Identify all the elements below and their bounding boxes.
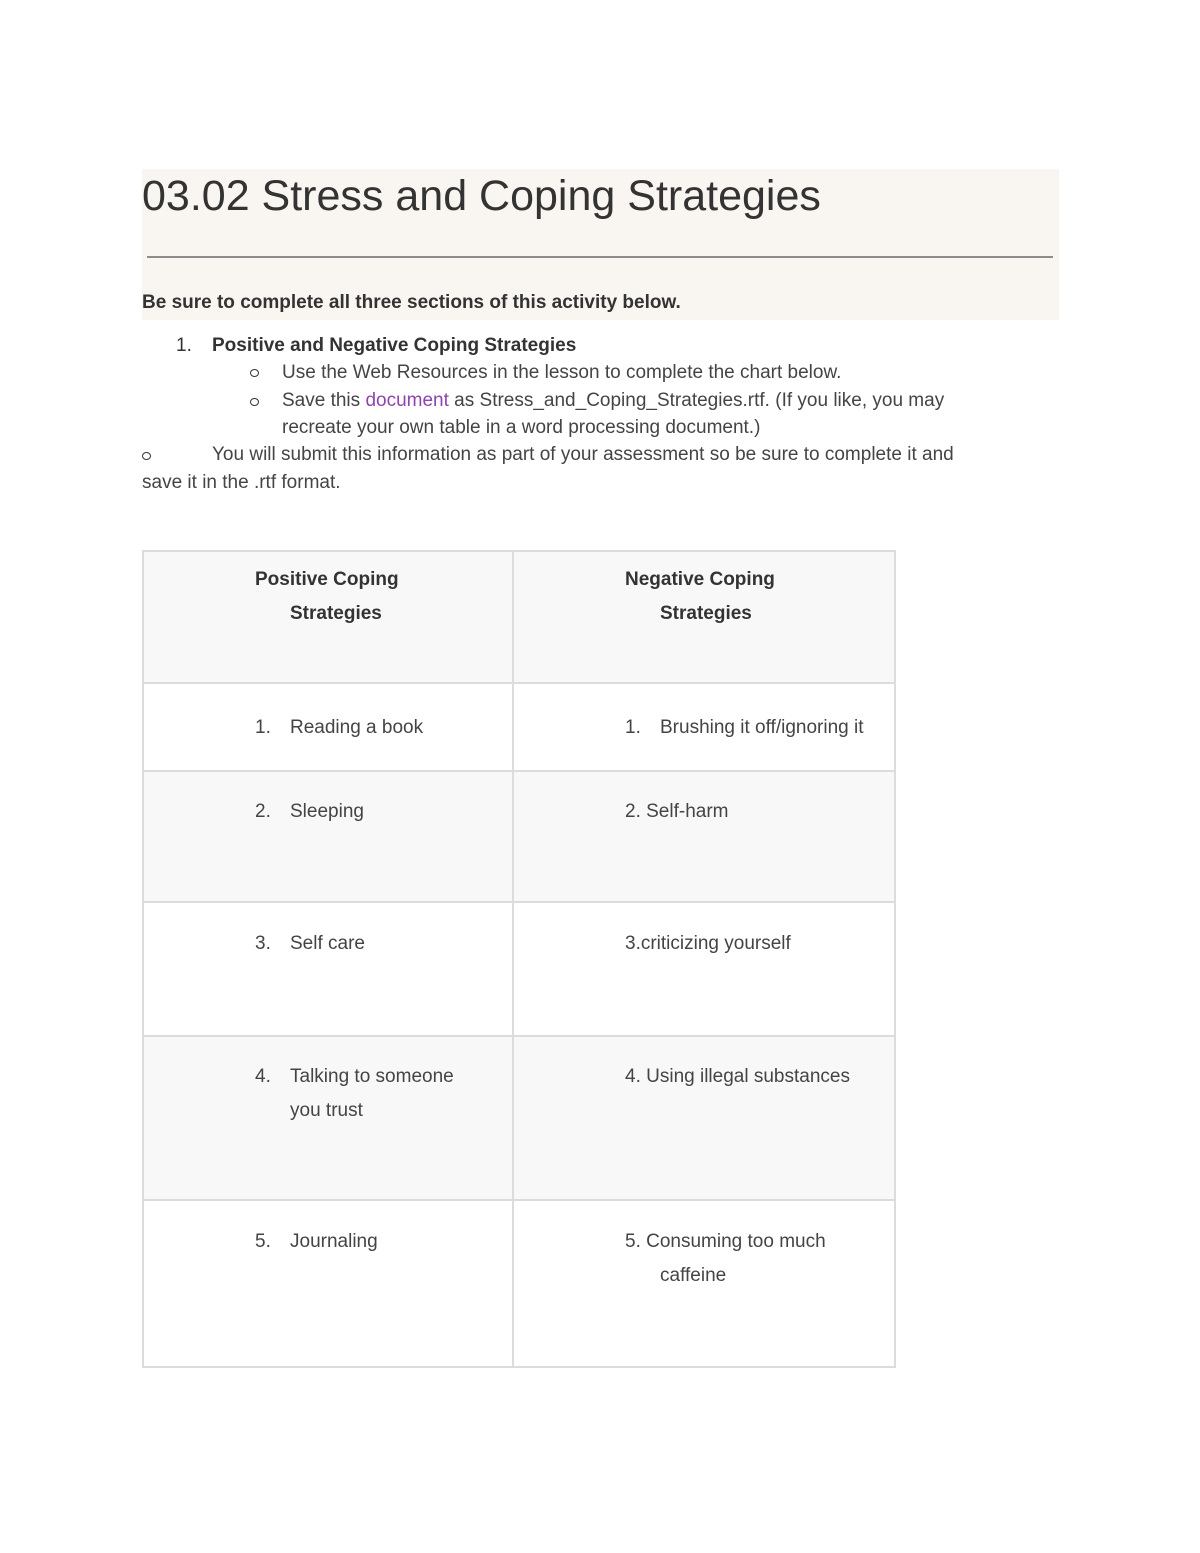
positive-strategy: Self care <box>290 933 365 954</box>
negative-strategy: 4. Using illegal substances <box>625 1066 850 1087</box>
header-negative <box>513 551 895 683</box>
negative-strategy <box>625 1225 826 1293</box>
page-title: 03.02 Stress and Coping Strategies <box>142 172 821 220</box>
negative-cell <box>513 683 895 771</box>
table-header-row <box>143 551 895 683</box>
list-number: 2. <box>255 801 271 822</box>
negative-cell <box>513 1036 895 1200</box>
table-row <box>143 771 895 902</box>
bullet-icon <box>250 398 259 406</box>
list-number: 1. <box>255 717 271 738</box>
section-title: Positive and Negative Coping Strategies <box>212 335 577 356</box>
positive-strategy: Journaling <box>290 1231 378 1252</box>
section-number: 1. <box>176 335 192 356</box>
header-negative-line2: Strategies <box>660 603 752 624</box>
negative-cell <box>513 902 895 1036</box>
negative-strategy: 3.criticizing yourself <box>625 933 791 954</box>
positive-strategy: Reading a book <box>290 717 424 738</box>
header-positive-line1: Positive Coping <box>255 569 399 590</box>
instruction-save-prefix: Save this <box>282 390 366 411</box>
instruction-save-document-line2: recreate your own table in a word processing document.) <box>282 417 761 438</box>
negative-strategy: Brushing it off/ignoring it <box>660 717 864 738</box>
list-number: 4. <box>255 1066 271 1087</box>
list-number: 3. <box>255 933 271 954</box>
header-positive <box>143 551 513 683</box>
positive-cell <box>143 902 513 1036</box>
negative-strategy: 2. Self-harm <box>625 801 729 822</box>
instruction-save-suffix: as Stress_and_Coping_Strategies.rtf. (If you like, you may <box>448 390 945 411</box>
list-number: 5. <box>255 1231 271 1252</box>
positive-strategy-line2: you trust <box>290 1100 363 1121</box>
bullet-icon <box>250 369 259 377</box>
list-number: 1. <box>625 717 641 738</box>
positive-strategy-line1: Talking to someone <box>290 1066 454 1087</box>
document-link[interactable]: document <box>365 390 449 411</box>
table-row <box>143 1036 895 1200</box>
intro-instruction: Be sure to complete all three sections of this activity below. <box>142 292 681 313</box>
coping-strategies-table <box>142 550 896 1368</box>
instruction-submit-line2: save it in the .rtf format. <box>142 472 341 493</box>
title-divider <box>147 256 1053 258</box>
negative-cell <box>513 1200 895 1367</box>
positive-cell <box>143 683 513 771</box>
negative-strategy-line1: 5. Consuming too much <box>625 1231 826 1252</box>
instruction-submit: You will submit this information as part of your assessment so be sure to complete it and <box>212 444 954 465</box>
positive-strategy <box>290 1060 454 1128</box>
positive-cell <box>143 1036 513 1200</box>
positive-cell <box>143 771 513 902</box>
table-row <box>143 683 895 771</box>
bullet-icon <box>142 452 151 460</box>
table-row <box>143 1200 895 1367</box>
header-negative-line1: Negative Coping <box>625 569 775 590</box>
instruction-save-document <box>282 390 944 412</box>
header-positive-line2: Strategies <box>290 603 382 624</box>
instruction-web-resources: Use the Web Resources in the lesson to complete the chart below. <box>282 362 842 383</box>
positive-strategy: Sleeping <box>290 801 364 822</box>
negative-strategy-line2: caffeine <box>660 1265 727 1286</box>
negative-cell <box>513 771 895 902</box>
positive-cell <box>143 1200 513 1367</box>
table-row <box>143 902 895 1036</box>
